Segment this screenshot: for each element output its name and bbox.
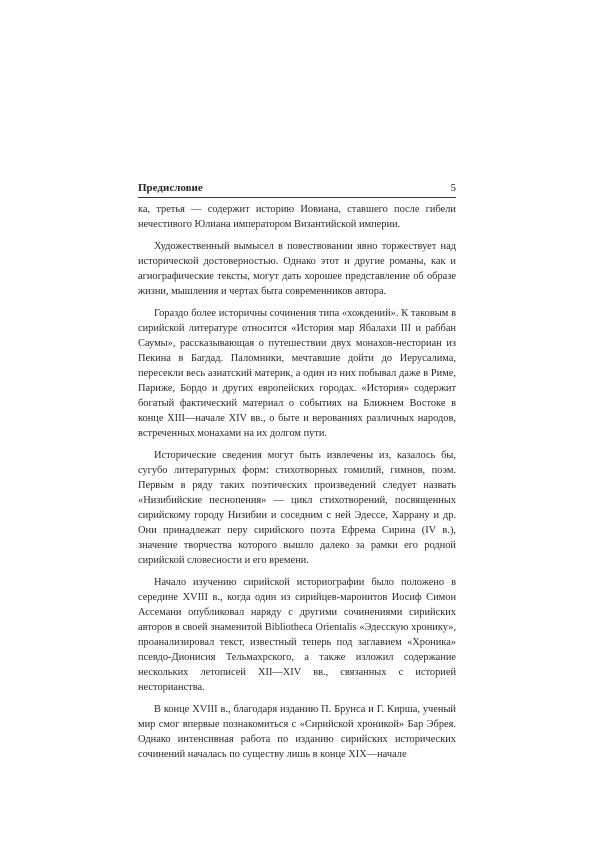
paragraph-3: Гораздо более историчны сочинения типа «хождений». К таковым в сирийской литературе относится «История мар Ябалахи III и раббан Саумы», рассказывающая о путешествии двух монахов-несториан из Пекина в Багдад. Паломники, мечтавшие дойти до Иерусалима, пересекли весь азиатский материк, а один из них побывал даже в Риме, Париже, Бордо и других европейских городах. «История» содержит богатый фактический материал о событиях на Ближнем Востоке в конце XIII—начале XIV вв., о быте и верованиях различных народов, встреченных монахами на их долгом пути. — [138, 308, 456, 439]
paragraph-6: В конце XVIII в., благодаря изданию П. Брунса и Г. Кирша, ученый мир смог впервые познакомиться с «Сирийской хроникой» Бар Эбрея. Однако интенсивная работа по изданию сирийских исторических сочинений началась по существу лишь в конце XIX—начале — [138, 704, 456, 760]
running-head — [138, 180, 456, 198]
paragraph-4: Исторические сведения могут быть извлечены из, казалось бы, сугубо литературных форм: стихотворных гомилий, гимнов, поэм. Первым в ряду таких поэтических произведений следует назвать «Низибийские песнопения» — цикл стихотворений, посвященных сирийскому городу Низибии и соседним с ней Эдессе, Харрану и др. Они принадлежат перу сирийского поэта Ефрема Сирина (IV в.), значение творчества которого вышло далеко за рамки его родной сирийской словесности и его времени. — [138, 450, 456, 566]
paragraph-2: Художественный вымысел в повествовании явно торжествует над исторической достоверностью. Однако этот и другие романы, как и агиографические тексты, могут дать хорошее представление об образе жизни, мышления и чертах быта современников автора. — [138, 241, 456, 297]
body-text — [138, 202, 456, 762]
paragraph-1: ка, третья — содержит историю Иовиана, ставшего после гибели нечестивого Юлиана императором Византийской империи. — [138, 204, 456, 230]
page-number: 5 — [450, 182, 456, 194]
section-title: Предисловие — [138, 182, 203, 194]
paragraph-5: Начало изучению сирийской историографии было положено в середине XVIII в., когда один из сирийцев-маронитов Иосиф Симон Ассемани опубликовал наряду с другими сочинениями сирийских авторов в своей знаменитой Bibliotheca Orientalis «Эдесскую хронику», проанализировал текст, известный теперь под заглавием «Хроника» псевдо-Дионисия Тельмахрского, а также изложил содержание нескольких летописей XII—XIV вв., связанных с историей несторианства. — [138, 577, 456, 693]
